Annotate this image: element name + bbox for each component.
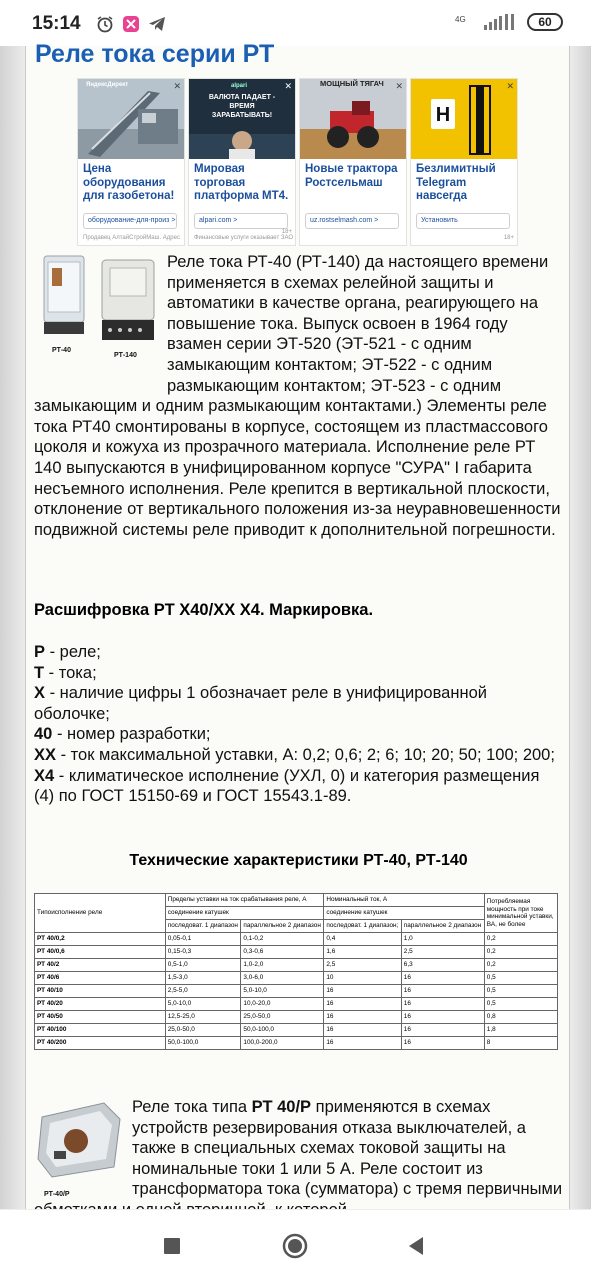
ad-title[interactable]: Безлимитный Telegram навсегда — [416, 163, 496, 202]
back-button[interactable] — [404, 1234, 428, 1258]
image-label: РТ-40/Р — [44, 1191, 70, 1198]
status-icons — [96, 15, 166, 33]
table-cell: 0,3-0,6 — [241, 946, 324, 959]
table-row — [35, 946, 558, 959]
table-cell: 1,0 — [401, 933, 484, 946]
list-item — [34, 766, 564, 807]
list-item — [34, 663, 564, 684]
close-icon[interactable]: ✕ — [506, 81, 514, 91]
ad-title[interactable]: Новые трактора Ростсельмаш — [305, 163, 398, 189]
def-key: Х — [34, 684, 46, 703]
table-cell: 50,0-100,0 — [165, 1037, 241, 1050]
ad-link-button[interactable]: uz.rostselmash.com > — [305, 213, 399, 229]
ad-link-button[interactable]: оборудование-для-произ > — [83, 213, 177, 229]
table-cell: 1,0-2,0 — [241, 959, 324, 972]
table-cell: 16 — [401, 998, 484, 1011]
row-type-cell: РТ 40/0,2 — [35, 933, 166, 946]
ad-card[interactable] — [188, 78, 296, 246]
table-cell: 0,15-0,3 — [165, 946, 241, 959]
table-cell: 5,0-10,0 — [165, 998, 241, 1011]
ad-logo: alpari — [231, 83, 248, 89]
ad-image-caption: ЯндексДирект — [86, 82, 129, 88]
table-cell: 6,3 — [401, 959, 484, 972]
header-series: последоват. 1 диапазон; — [324, 920, 401, 933]
close-icon[interactable]: ✕ — [395, 81, 403, 91]
table-cell: 100,0-200,0 — [241, 1037, 324, 1050]
def-key: 40 — [34, 725, 53, 744]
table-cell: 16 — [324, 985, 401, 998]
row-type-cell: РТ 40/50 — [35, 1011, 166, 1024]
table-cell: 16 — [401, 1037, 484, 1050]
table-cell: 1,6 — [324, 946, 401, 959]
table-row — [35, 1024, 558, 1037]
table-cell: 1,5-3,0 — [165, 972, 241, 985]
ad-footer: Финансовые услуги оказывает ЗАО — [194, 235, 294, 241]
intro-section — [34, 252, 564, 540]
table-row — [35, 1011, 558, 1024]
decoding-heading: Расшифровка РТ Х40/ХХ Х4. Маркировка. — [34, 601, 374, 619]
table-cell: 16 — [401, 1024, 484, 1037]
age-badge: 18+ — [503, 235, 514, 241]
table-cell: 0,2 — [484, 959, 557, 972]
recents-button[interactable] — [160, 1234, 184, 1258]
header-connection: соединение катушек — [324, 907, 484, 920]
def-text: - климатическое исполнение (УХЛ, 0) и категория размещения (4) по ГОСТ 15150-69 и ГОСТ 15543.1-89. — [34, 766, 540, 806]
table-cell: 0,2 — [484, 946, 557, 959]
ad-image-caption: МОЩНЫЙ ТЯГАЧ — [320, 79, 384, 88]
table-cell: 16 — [324, 1024, 401, 1037]
table-cell: 3,0-6,0 — [241, 972, 324, 985]
network-label: 4G — [455, 15, 466, 24]
signal-icon — [483, 13, 517, 31]
web-page[interactable] — [0, 40, 591, 1209]
row-type-cell: РТ 40/10 — [35, 985, 166, 998]
def-text: - ток максимальной уставки, А: 0,2; 0,6; 2; 6; 10; 20; 50; 100; 200; — [56, 745, 555, 764]
table-cell: 1,8 — [484, 1024, 557, 1037]
def-text: - реле; — [45, 643, 101, 661]
row-type-cell: РТ 40/0,6 — [35, 946, 166, 959]
header-limits: Пределы уставки на ток срабатывания реле, А — [165, 894, 324, 907]
table-cell: 16 — [324, 1011, 401, 1024]
table-row — [35, 959, 558, 972]
relay-images — [34, 252, 167, 376]
ad-image-tractor — [300, 79, 406, 159]
image-label: РТ-40 — [52, 347, 71, 354]
page-margin-right — [570, 46, 591, 1209]
status-right — [455, 13, 563, 31]
table-cell: 0,1-0,2 — [241, 933, 324, 946]
list-item — [34, 745, 564, 766]
table-cell: 16 — [324, 998, 401, 1011]
table-row — [35, 933, 558, 946]
close-icon[interactable]: ✕ — [284, 81, 292, 91]
ad-card[interactable] — [77, 78, 185, 246]
header-connection: соединение катушек — [165, 907, 324, 920]
table-cell: 50,0-100,0 — [241, 1024, 324, 1037]
table-cell: 2,5-5,0 — [165, 985, 241, 998]
def-text: - тока; — [44, 663, 97, 682]
table-cell: 0,5 — [484, 985, 557, 998]
row-type-cell: РТ 40/6 — [35, 972, 166, 985]
header-nominal: Номинальный ток, А — [324, 894, 484, 907]
ad-title[interactable]: Мировая торговая платформа МТ4. — [194, 163, 289, 202]
table-cell: 25,0-50,0 — [241, 1011, 324, 1024]
table-cell: 12,5-25,0 — [165, 1011, 241, 1024]
header-parallel: параллельное 2 диапазон — [401, 920, 484, 933]
rt40p-text-end: применяются в схемах устройств резервирования отказа выключателей, а также в специальных схемах токовой защиты на номинальные токи 1 или 5 А. Реле состоит из трансформатора тока (сумматора) с тремя первичными — [132, 1098, 563, 1199]
table-row — [35, 1037, 558, 1050]
row-type-cell: РТ 40/200 — [35, 1037, 166, 1050]
rt40p-text-start: Реле тока типа — [132, 1098, 252, 1116]
ad-block — [77, 78, 517, 246]
app-icon — [122, 15, 140, 33]
page-title: Реле тока серии РТ — [35, 40, 275, 68]
table-cell: 0,05-0,1 — [165, 933, 241, 946]
def-key: Х4 — [34, 766, 55, 785]
list-item — [34, 683, 564, 724]
table-cell: 5,0-10,0 — [241, 985, 324, 998]
table-cell: 16 — [401, 985, 484, 998]
image-label: РТ-140 — [114, 352, 137, 359]
table-row — [35, 998, 558, 1011]
table-cell: 0,5 — [484, 972, 557, 985]
age-badge: 18+ — [281, 229, 292, 235]
def-key: ХХ — [34, 745, 57, 764]
relay-rt40p-image — [34, 1097, 126, 1185]
table-header-row — [35, 894, 558, 907]
table-cell: 0,5 — [484, 998, 557, 1011]
ad-link-button[interactable]: alpari.com > — [194, 213, 288, 229]
table-cell: 10,0-20,0 — [241, 998, 324, 1011]
table-cell: 0,4 — [324, 933, 401, 946]
row-type-cell: РТ 40/2 — [35, 959, 166, 972]
ad-link-button[interactable]: Установить — [416, 213, 510, 229]
row-type-cell: РТ 40/100 — [35, 1024, 166, 1037]
row-type-cell: РТ 40/20 — [35, 998, 166, 1011]
decoding-list — [34, 642, 564, 807]
list-item — [34, 642, 564, 663]
table-cell: 16 — [401, 1011, 484, 1024]
def-text: - номер разработки; — [52, 725, 211, 744]
table-cell: 0,8 — [484, 1011, 557, 1024]
rt40p-bold: РТ 40/Р — [251, 1098, 312, 1116]
table-cell: 10 — [324, 972, 401, 985]
status-time: 15:14 — [32, 13, 81, 34]
def-key: Р — [34, 643, 46, 661]
header-type: Типоисполнение реле — [35, 894, 166, 933]
ad-footer: Продавец АлтайСтройМаш. Адрес — [83, 235, 180, 241]
page-margin-left — [0, 46, 25, 1209]
relay-rt40p-image-box — [34, 1097, 132, 1197]
close-icon[interactable]: ✕ — [173, 81, 181, 91]
table-row — [35, 985, 558, 998]
table-cell: 2,5 — [401, 946, 484, 959]
table-body — [35, 933, 558, 1050]
def-text: - наличие цифры 1 обозначает реле в унифицированной оболочке; — [34, 684, 487, 723]
article-content — [25, 40, 570, 1209]
list-item — [34, 724, 564, 745]
table-cell: 25,0-50,0 — [165, 1024, 241, 1037]
table-cell: 16 — [401, 972, 484, 985]
header-series: последоват. 1 диапазон — [165, 920, 241, 933]
battery-icon: 60 — [527, 13, 563, 31]
specs-table — [34, 893, 558, 1050]
table-cell: 2,5 — [324, 959, 401, 972]
ad-image-conveyor — [78, 79, 184, 159]
telegram-icon — [148, 15, 166, 33]
ad-image-telegram — [411, 79, 517, 159]
ad-card[interactable] — [410, 78, 518, 246]
table-cell: 8 — [484, 1037, 557, 1050]
ad-card[interactable] — [299, 78, 407, 246]
header-power: Потребляемая мощность при токе минимальной уставки, ВА, не более — [484, 894, 557, 933]
rt40p-section — [34, 1097, 564, 1221]
specs-title: Технические характеристики РТ-40, РТ-140 — [129, 852, 468, 869]
intro-text: Реле тока РТ-40 (РТ-140) да настоящего времени применяется в схемах релейной защиты и автоматики в качестве органа, реагирующего на повышение тока. Выпуск освоен в 1964 году взамен серии ЭТ-520 (ЭТ-521 - с одним замыкающим контактом; ЭТ-522 - с одним размыкающим контактом; ЭТ-523 - с одним замыкающим и одним размыкающим контактами.) Элементы реле тока РТ40 смонтированы в корпусе, состоящем из пластмассового цоколя и кожуха из прозрачного материала. Исполнение реле РТ 140 выпускаются в унифицированном корпусе "СУРА" I габарита несъемного исполнения. Реле крепится в вертикальной плоскости, отклонение от вертикального положения из-за неуравновешенности подвижной системы реле приводит к дополнительной погрешности. — [34, 253, 561, 539]
ad-image-caption: ВАЛЮТА ПАДАЕТ - ВРЕМЯ ЗАРАБАТЫВАТЬ! — [208, 94, 276, 119]
table-cell: 0,2 — [484, 933, 557, 946]
home-button[interactable] — [281, 1232, 309, 1260]
navigation-bar — [0, 1209, 591, 1280]
header-parallel: параллельное 2 диапазон — [241, 920, 324, 933]
ad-title[interactable]: Цена оборудования для газобетона! — [83, 163, 175, 202]
table-cell: 0,5-1,0 — [165, 959, 241, 972]
table-row — [35, 972, 558, 985]
alarm-icon — [96, 15, 114, 33]
table-cell: 16 — [324, 1037, 401, 1050]
def-key: Т — [34, 663, 45, 682]
svg-text:Н: Н — [435, 104, 451, 126]
